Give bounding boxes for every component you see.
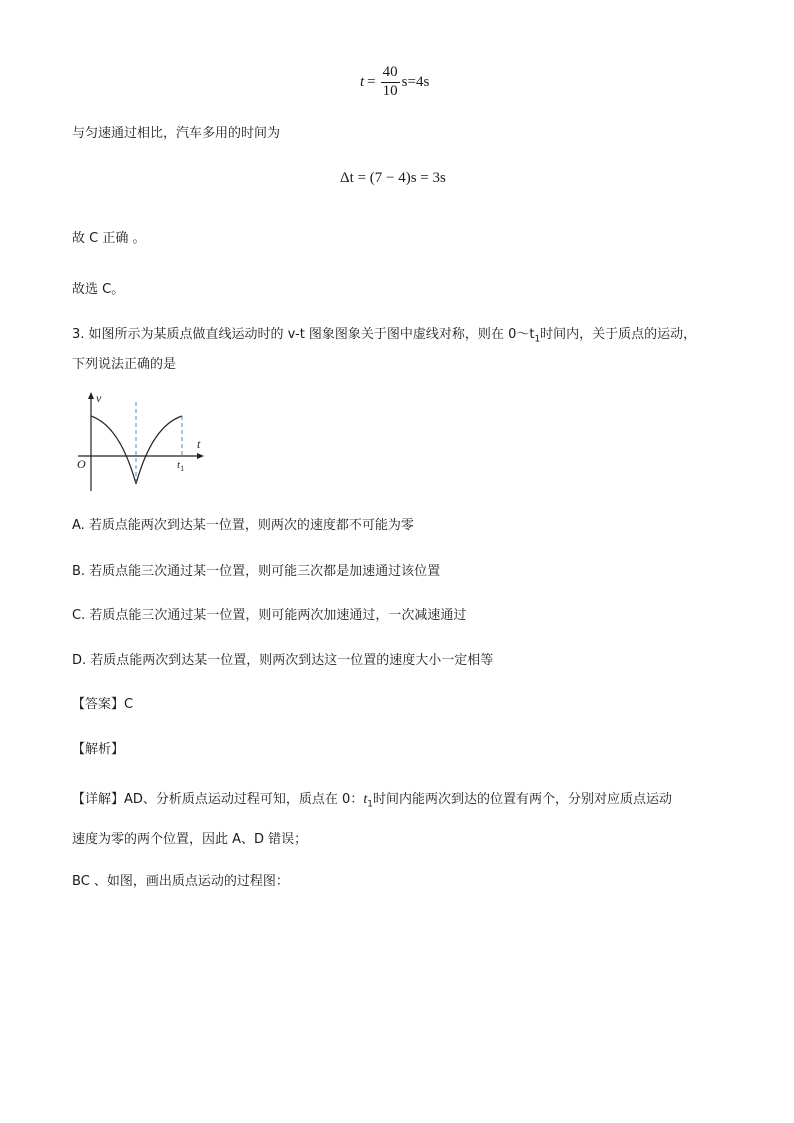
velocity-curve-left [91, 416, 136, 484]
question-3-line1 [72, 323, 696, 345]
detail-t1-subscript: 1 [367, 799, 373, 810]
y-axis-arrow [88, 392, 94, 399]
t-axis-label: t [197, 437, 201, 451]
equation-time [360, 60, 429, 104]
question-text-a: 3. 如图所示为某质点做直线运动时的 v-t 图象图象关于图中虚线对称，则在 0～t [72, 327, 535, 342]
velocity-curve-right [136, 416, 185, 484]
answer-value: C [124, 697, 134, 712]
bc-line: BC 、如图，画出质点运动的过程图： [72, 874, 289, 889]
vt-graph-figure [70, 388, 210, 496]
question-text-b: 时间内，关于质点的运动， [540, 327, 697, 342]
eq1-denominator: 10 [382, 82, 398, 99]
eq1-rest: s=4s [401, 73, 430, 90]
detail-text-b: 时间内能两次到达的位置有两个，分别对应质点运动 [372, 792, 672, 807]
origin-label: O [77, 457, 86, 471]
paragraph-c-correct: 故 C 正确 。 [72, 231, 146, 246]
option-d: D. 若质点能两次到达某一位置，则两次到达这一位置的速度大小一定相等 [72, 653, 494, 668]
t1-label: $t_1$ [177, 459, 185, 473]
equation-delta-t: Δt = (7 − 4)s = 3s [340, 170, 446, 186]
detail-line2: 速度为零的两个位置，因此 A、D 错误； [72, 832, 308, 847]
paragraph-choose-c: 故选 C。 [72, 282, 125, 297]
question-3-line2: 下列说法正确的是 [72, 357, 177, 372]
eq1-lhs: t [360, 73, 365, 90]
detail-t1: t [363, 792, 368, 807]
detail-text-a: AD、分析质点运动过程可知，质点在 0： [124, 792, 364, 807]
eq1-numerator: 40 [381, 64, 400, 82]
question-t1-subscript: 1 [534, 334, 541, 345]
detail-line1 [72, 788, 672, 810]
analysis-label: 【解析】 [72, 742, 125, 757]
x-axis-arrow [197, 453, 204, 459]
eq1-fraction [381, 64, 400, 100]
option-a: A. 若质点能两次到达某一位置，则两次的速度都不可能为零 [72, 518, 414, 533]
option-b: B. 若质点能三次通过某一位置，则可能三次都是加速通过该位置 [72, 564, 441, 579]
answer-line [72, 693, 133, 712]
v-axis-label: v [96, 391, 102, 405]
paragraph-compare: 与匀速通过相比，汽车多用的时间为 [72, 126, 281, 141]
option-c: C. 若质点能三次通过某一位置，则可能两次加速通过，一次减速通过 [72, 608, 467, 623]
detail-label: 【详解】 [72, 792, 125, 807]
eq1-equals: = [367, 73, 376, 90]
answer-label: 【答案】 [72, 697, 125, 712]
